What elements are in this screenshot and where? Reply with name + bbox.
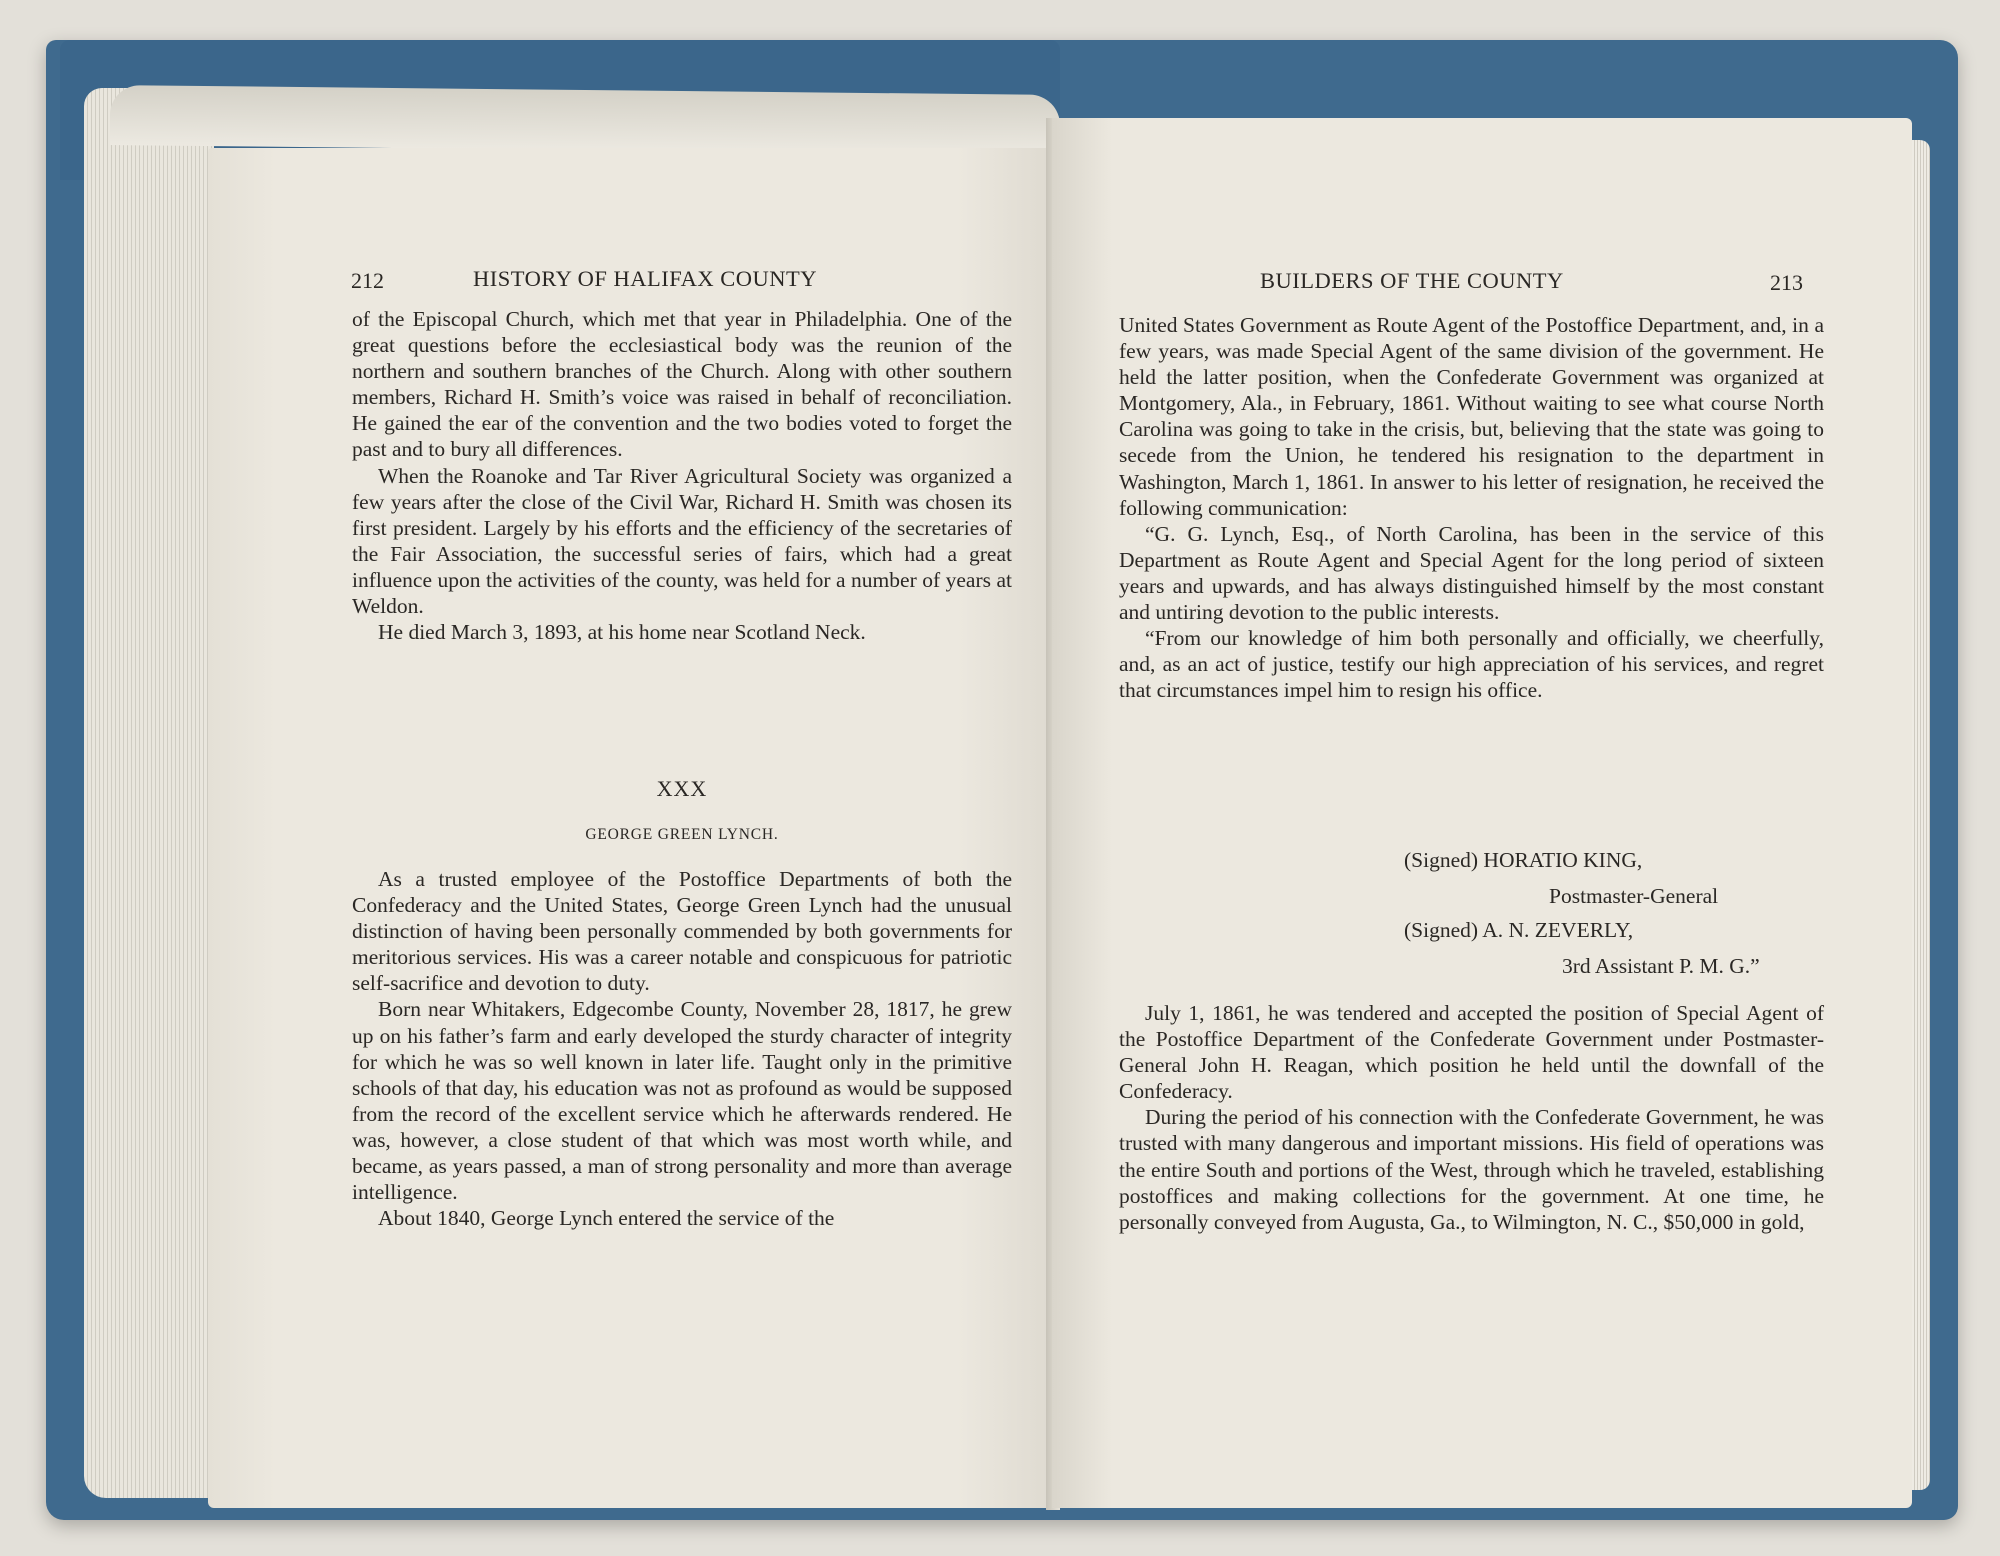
chapter-numeral: XXX — [656, 776, 708, 801]
running-head: BUILDERS OF THE COUNTY — [1260, 268, 1564, 293]
signature-line: (Signed) HORATIO KING, — [1404, 848, 1643, 872]
paragraph: United States Government as Route Agent of the Postoffice Department, and, in a few years, was made Special Agent of the same division of the government. He held the latter position, when the Confederate Government was organized at Montgomery, Ala., in February, 1861. Without waiting to see what course North Carolina was going to take in the crisis, but, believing that the state was going to secede from the Union, he tendered his resignation to the department in Washington, March 1, 1861. In answer to his letter of resignation, he received the following communication: — [1119, 313, 1824, 520]
paragraph: He died March 3, 1893, at his home near Scotland Neck. — [378, 620, 866, 645]
page-number: 212 — [351, 268, 384, 293]
page-number: 213 — [1770, 270, 1803, 295]
running-head: HISTORY OF HALIFAX COUNTY — [473, 266, 817, 291]
paragraph: During the period of his connection with the Confederate Government, he was trusted with many dangerous and important missions. His field of operations was the entire South and portions of the West, through which he traveled, establishing postoffices and making collections for the government. At one time, he personally conveyed from Augusta, Ga., to Wilmington, N. C., $50,000 in gold, — [1119, 1105, 1824, 1234]
signature-title: Postmaster-General — [1549, 884, 1719, 908]
paragraph: When the Roanoke and Tar River Agricultural Society was organized a few years after the close of the Civil War, Richard H. Smith was chosen its first president. Largely by his efforts and the efficiency of the secretaries of the Fair Association, the successful series of fairs, which had a great influence upon the activities of the county, was held for a number of years at Weldon. — [352, 463, 1012, 619]
body-text-top — [352, 306, 1012, 645]
chapter-heading: GEORGE GREEN LYNCH. — [585, 826, 779, 843]
paragraph: of the Episcopal Church, which met that year in Philadelphia. One of the great questions before the ecclesiastical body was the reunion of the northern and southern branches of the Church. Along with other southern members, Richard H. Smith’s voice was raised in behalf of reconciliation. He gained the ear of the convention and the two bodies voted to forget the past and to bury all differences. — [352, 307, 1012, 462]
paragraph: July 1, 1861, he was tendered and accepted the position of Special Agent of the Postoffice Department of the Confederate Government under Postmaster-General John H. Reagan, which position he held until the downfall of the Confederacy. — [1119, 1001, 1824, 1104]
paragraph: As a trusted employee of the Postoffice Departments of both the Confederacy and the United States, George Green Lynch had the unusual distinction of having been personally commended by both governments for meritorious services. His was a career notable and conspicuous for patriotic self-sacrifice and devotion to duty. — [352, 867, 1012, 996]
paragraph: About 1840, George Lynch entered the service of the — [378, 1206, 835, 1231]
right-page — [1052, 118, 1912, 1508]
paragraph: Born near Whitakers, Edgecombe County, November 28, 1817, he grew up on his father’s farm and early developed the sturdy character of integrity for which he was so well known in later life. Taught only in the primitive schools of that day, his education was not as profound as would be supposed from the record of the excellent service which he afterwards rendered. He was, however, a close student of that which was most worth while, and became, as years passed, a man of strong personality and more than average intelligence. — [352, 997, 1012, 1205]
page-edges-top — [110, 85, 1060, 155]
left-page — [208, 148, 1060, 1508]
page-edges-left — [84, 88, 214, 1498]
letter-paragraph: “From our knowledge of him both personally and officially, we cheerfully, and, as an act of justice, testify our high appreciation of his services, and regret that circumstances impel him to resign his office. — [1119, 626, 1824, 703]
signature-title: 3rd Assistant P. M. G.” — [1562, 954, 1760, 978]
body-text-top — [1119, 312, 1824, 703]
body-text-bottom — [352, 866, 1012, 1231]
body-text-bottom — [1119, 1000, 1824, 1235]
signature-line: (Signed) A. N. ZEVERLY, — [1404, 918, 1634, 942]
letter-paragraph: “G. G. Lynch, Esq., of North Carolina, has been in the service of this Department as Route Agent and Special Agent for the long period of sixteen years and upwards, and has always distinguished himself by the most constant and untiring devotion to the public interests. — [1119, 521, 1824, 625]
